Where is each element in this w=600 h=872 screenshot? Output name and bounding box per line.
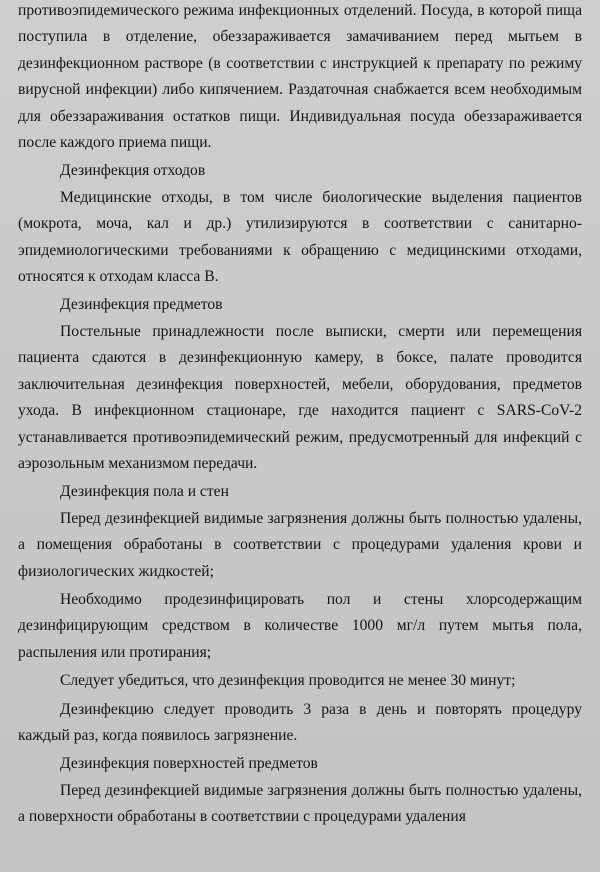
heading-waste-disinfection: Дезинфекция отходов xyxy=(60,162,206,180)
heading-surface-disinfection: Дезинфекция поверхностей предметов xyxy=(60,755,318,773)
paragraph-surface-contamination: Перед дезинфекцией видимые загрязнения должны быть полностью удалены, а поверхности обработаны в соответствии с процедурами удаления xyxy=(18,781,582,826)
heading-items-disinfection: Дезинфекция предметов xyxy=(60,296,223,314)
paragraph-bedding: Постельные принадлежности после выписки, смерти или перемещения пациента сдаются в дезинфекционную камеру, в боксе, палате проводится заключительная дезинфекция поверхностей, мебели, оборудования, предметов ухода. В инфекционном стационаре, где находится пациент с SARS-CoV-2 устанавливается противоэпидемический режим, предусмотренный для инфекций с аэрозольным механизмом передачи. xyxy=(18,322,582,472)
paragraph-frequency: Дезинфекцию следует проводить 3 раза в день и повторять процедуру каждый раз, когда появилось загрязнение. xyxy=(18,700,582,744)
paragraph-tableware-disinfection: противоэпидемического режима инфекционных отделений. Посуда, в которой пища поступила в отделение, обеззараживается замачиванием перед мытьем в дезинфекционном растворе (в соответствии с инструкцией к препарату по режиму вирусной инфекции) либо кипячением. Раздаточная снабжается всем необходимым для обеззараживания остатков пищи. Индивидуальная посуда обеззараживается после каждого приема пищи. xyxy=(18,2,582,152)
heading-floor-walls-disinfection: Дезинфекция пола и стен xyxy=(60,483,229,501)
document-text xyxy=(18,0,582,831)
paragraph-chlorine-disinfectant: Необходимо продезинфицировать пол и стены хлорсодержащим дезинфицирующим средством в количестве 1000 мг/л путем мытья пола, распыления или протирания; xyxy=(18,590,582,661)
paragraph-medical-waste: Медицинские отходы, в том числе биологические выделения пациентов (мокрота, моча, кал и др.) утилизируются в соответствии с санитарно-эпидемиологическими требованиями к обращению с медицинскими отходами, относятся к отходам класса В. xyxy=(18,188,582,286)
paragraph-duration: Следует убедиться, что дезинфекция проводится не менее 30 минут; xyxy=(60,672,516,690)
paragraph-visible-contamination: Перед дезинфекцией видимые загрязнения должны быть полностью удалены, а помещения обработаны в соответствии с процедурами удаления крови и физиологических жидкостей; xyxy=(18,509,582,580)
